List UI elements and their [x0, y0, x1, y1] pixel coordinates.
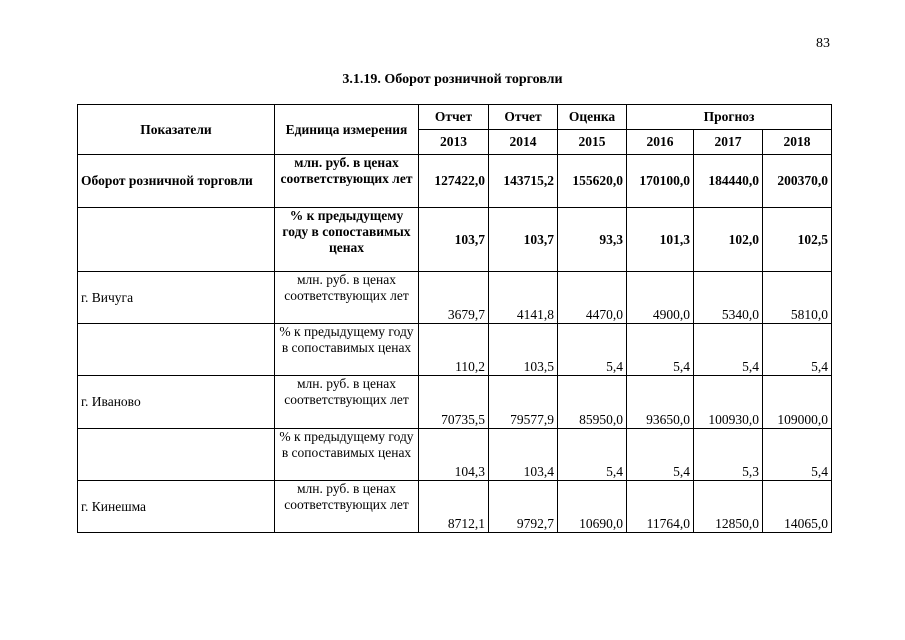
row-value: 104,3	[419, 429, 489, 481]
row-unit: % к предыдущему году в сопоставимых ценах	[275, 208, 419, 272]
row-value: 10690,0	[558, 481, 627, 533]
row-value: 5,3	[694, 429, 763, 481]
row-value: 14065,0	[763, 481, 832, 533]
row-value: 102,0	[694, 208, 763, 272]
header-indicator: Показатели	[78, 105, 275, 155]
header-group-estimate: Оценка	[558, 105, 627, 130]
row-unit: % к предыдущему году в сопоставимых ценах	[275, 429, 419, 481]
row-indicator	[78, 208, 275, 272]
row-value: 79577,9	[489, 376, 558, 429]
row-value: 93,3	[558, 208, 627, 272]
row-value: 143715,2	[489, 155, 558, 208]
header-year: 2015	[558, 130, 627, 155]
table-row	[78, 272, 832, 324]
table-title: 3.1.19. Оборот розничной торговли	[342, 72, 563, 87]
row-indicator	[78, 324, 275, 376]
row-value: 4470,0	[558, 272, 627, 324]
header-group-forecast: Прогноз	[627, 105, 832, 130]
row-value: 4141,8	[489, 272, 558, 324]
header-year: 2016	[627, 130, 694, 155]
header-group-report-2013: Отчет	[419, 105, 489, 130]
row-value: 101,3	[627, 208, 694, 272]
retail-turnover-table	[77, 104, 832, 533]
row-indicator: Оборот розничной торговли	[78, 155, 275, 208]
row-value: 110,2	[419, 324, 489, 376]
row-indicator: г. Кинешма	[78, 481, 275, 533]
row-value: 155620,0	[558, 155, 627, 208]
header-year: 2014	[489, 130, 558, 155]
row-value: 200370,0	[763, 155, 832, 208]
row-value: 5340,0	[694, 272, 763, 324]
row-value: 5,4	[763, 324, 832, 376]
header-group-report-2014: Отчет	[489, 105, 558, 130]
row-unit: % к предыдущему году в сопоставимых ценах	[275, 324, 419, 376]
header-year: 2018	[763, 130, 832, 155]
row-indicator	[78, 429, 275, 481]
page-number: 83	[816, 36, 830, 51]
row-value: 85950,0	[558, 376, 627, 429]
row-value: 5,4	[763, 429, 832, 481]
row-value: 109000,0	[763, 376, 832, 429]
row-value: 127422,0	[419, 155, 489, 208]
row-value: 5,4	[558, 429, 627, 481]
row-value: 100930,0	[694, 376, 763, 429]
row-value: 12850,0	[694, 481, 763, 533]
row-value: 8712,1	[419, 481, 489, 533]
row-value: 11764,0	[627, 481, 694, 533]
table-row	[78, 324, 832, 376]
row-value: 70735,5	[419, 376, 489, 429]
row-value: 103,5	[489, 324, 558, 376]
row-value: 5,4	[558, 324, 627, 376]
row-value: 5,4	[627, 429, 694, 481]
table-row	[78, 155, 832, 208]
row-unit: млн. руб. в ценах соответствующих лет	[275, 155, 419, 208]
header-unit: Единица измерения	[275, 105, 419, 155]
row-value: 5,4	[627, 324, 694, 376]
header-year: 2017	[694, 130, 763, 155]
row-value: 103,7	[419, 208, 489, 272]
row-value: 5,4	[694, 324, 763, 376]
row-value: 184440,0	[694, 155, 763, 208]
table-row	[78, 376, 832, 429]
row-indicator: г. Иваново	[78, 376, 275, 429]
row-unit: млн. руб. в ценах соответствующих лет	[275, 481, 419, 533]
row-value: 5810,0	[763, 272, 832, 324]
row-value: 170100,0	[627, 155, 694, 208]
row-value: 9792,7	[489, 481, 558, 533]
row-value: 93650,0	[627, 376, 694, 429]
table-row	[78, 481, 832, 533]
row-value: 102,5	[763, 208, 832, 272]
header-year: 2013	[419, 130, 489, 155]
table-row	[78, 208, 832, 272]
row-indicator: г. Вичуга	[78, 272, 275, 324]
table-row	[78, 429, 832, 481]
row-unit: млн. руб. в ценах соответствующих лет	[275, 272, 419, 324]
row-value: 103,7	[489, 208, 558, 272]
row-unit: млн. руб. в ценах соответствующих лет	[275, 376, 419, 429]
row-value: 3679,7	[419, 272, 489, 324]
row-value: 4900,0	[627, 272, 694, 324]
row-value: 103,4	[489, 429, 558, 481]
